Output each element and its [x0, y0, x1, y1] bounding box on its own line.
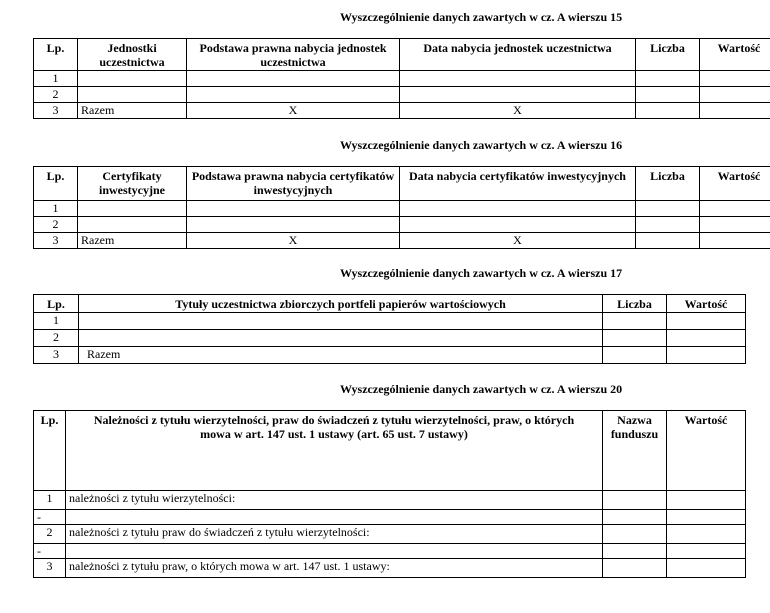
row-lp: 3 [34, 559, 66, 578]
row-name [66, 510, 603, 525]
row-lp: 2 [34, 217, 78, 233]
table-row [34, 347, 746, 364]
col-count: Liczba [636, 39, 700, 71]
row-lp: 3 [34, 103, 78, 119]
section16-table [33, 166, 770, 249]
row-count [636, 87, 700, 103]
col-basis: Podstawa prawna nabycia jednostek uczestnictwa [187, 39, 400, 71]
row-date: X [400, 233, 636, 249]
row-name [66, 544, 603, 559]
row-lp: 2 [34, 330, 79, 347]
row-lp: 3 [34, 347, 79, 364]
row-value [667, 544, 746, 559]
col-value: Wartość [700, 39, 770, 71]
row-count [636, 217, 700, 233]
row-name [79, 330, 603, 347]
row-basis: X [187, 103, 400, 119]
table-row [34, 87, 770, 103]
row-value [700, 201, 770, 217]
section20-table [33, 410, 746, 578]
col-value: Wartość [700, 167, 770, 201]
row-fund [603, 525, 667, 544]
row-count [636, 201, 700, 217]
col-count: Liczba [636, 167, 700, 201]
table-row [34, 233, 770, 249]
row-value [667, 313, 746, 330]
row-date [400, 217, 636, 233]
row-lp: 2 [34, 87, 78, 103]
row-fund [603, 510, 667, 525]
table-row [34, 559, 746, 578]
table-row [34, 103, 770, 119]
section15-title: Wyszczególnienie danych zawartych w cz. A wierszu 15 [340, 10, 623, 24]
table-row [34, 330, 746, 347]
row-count [636, 71, 700, 87]
row-value [667, 525, 746, 544]
row-basis: X [187, 233, 400, 249]
row-date: X [400, 103, 636, 119]
row-lp: - [34, 544, 66, 559]
row-basis [187, 87, 400, 103]
row-lp: 1 [34, 313, 79, 330]
col-value: Wartość [667, 411, 746, 491]
row-name: należności z tytułu praw do świadczeń z tytułu wierzytelności: [66, 525, 603, 544]
row-fund [603, 559, 667, 578]
row-date [400, 201, 636, 217]
section17-table [33, 294, 746, 364]
col-date: Data nabycia certyfikatów inwestycyjnych [400, 167, 636, 201]
row-count [636, 103, 700, 119]
col-basis: Podstawa prawna nabycia certyfikatów inwestycyjnych [187, 167, 400, 201]
row-count [603, 313, 667, 330]
section15-table [33, 38, 770, 119]
col-titles: Tytuły uczestnictwa zbiorczych portfeli papierów wartościowych [79, 295, 603, 313]
row-date [400, 87, 636, 103]
row-value [667, 491, 746, 510]
row-value [700, 71, 770, 87]
row-value [700, 217, 770, 233]
table-row [34, 525, 746, 544]
row-name [78, 87, 187, 103]
row-value [700, 87, 770, 103]
row-count [603, 347, 667, 364]
table-row [34, 544, 746, 559]
col-lp: Lp. [34, 411, 66, 491]
col-certificates: Certyfikaty inwestycyjne [78, 167, 187, 201]
row-lp: - [34, 510, 66, 525]
table-row [34, 510, 746, 525]
row-fund [603, 491, 667, 510]
row-name [78, 217, 187, 233]
row-fund [603, 544, 667, 559]
row-name: Razem [78, 103, 187, 119]
row-name [78, 71, 187, 87]
table-row [34, 313, 746, 330]
row-name [78, 201, 187, 217]
section20-title: Wyszczególnienie danych zawartych w cz. A wierszu 20 [340, 382, 623, 396]
row-count [636, 233, 700, 249]
col-lp: Lp. [34, 295, 79, 313]
row-name: należności z tytułu wierzytelności: [66, 491, 603, 510]
col-date: Data nabycia jednostek uczestnictwa [400, 39, 636, 71]
row-value [667, 510, 746, 525]
col-receivables: Należności z tytułu wierzytelności, praw do świadczeń z tytułu wierzytelności, praw, o których mowa w art. 147 ust. 1 ustawy (art. 65 ust. 7 ustawy) [66, 411, 603, 491]
col-units: Jednostki uczestnictwa [78, 39, 187, 71]
table-row [34, 201, 770, 217]
section17-title: Wyszczególnienie danych zawartych w cz. A wierszu 17 [340, 266, 623, 280]
col-lp: Lp. [34, 167, 78, 201]
col-lp: Lp. [34, 39, 78, 71]
row-lp: 3 [34, 233, 78, 249]
row-value [700, 103, 770, 119]
row-basis [187, 217, 400, 233]
section16-title: Wyszczególnienie danych zawartych w cz. A wierszu 16 [340, 138, 623, 152]
row-lp: 1 [34, 71, 78, 87]
row-lp: 1 [34, 201, 78, 217]
row-basis [187, 71, 400, 87]
col-count: Liczba [603, 295, 667, 313]
row-lp: 2 [34, 525, 66, 544]
row-value [667, 347, 746, 364]
row-count [603, 330, 667, 347]
row-lp: 1 [34, 491, 66, 510]
row-value [667, 330, 746, 347]
row-name: należności z tytułu praw, o których mowa w art. 147 ust. 1 ustawy: [66, 559, 603, 578]
row-value [700, 233, 770, 249]
table-row [34, 217, 770, 233]
row-name: Razem [79, 347, 603, 364]
row-value [667, 559, 746, 578]
table-row [34, 71, 770, 87]
col-value: Wartość [667, 295, 746, 313]
row-name: Razem [78, 233, 187, 249]
row-date [400, 71, 636, 87]
table-row [34, 491, 746, 510]
col-fund-name: Nazwa funduszu [603, 411, 667, 491]
row-basis [187, 201, 400, 217]
row-name [79, 313, 603, 330]
